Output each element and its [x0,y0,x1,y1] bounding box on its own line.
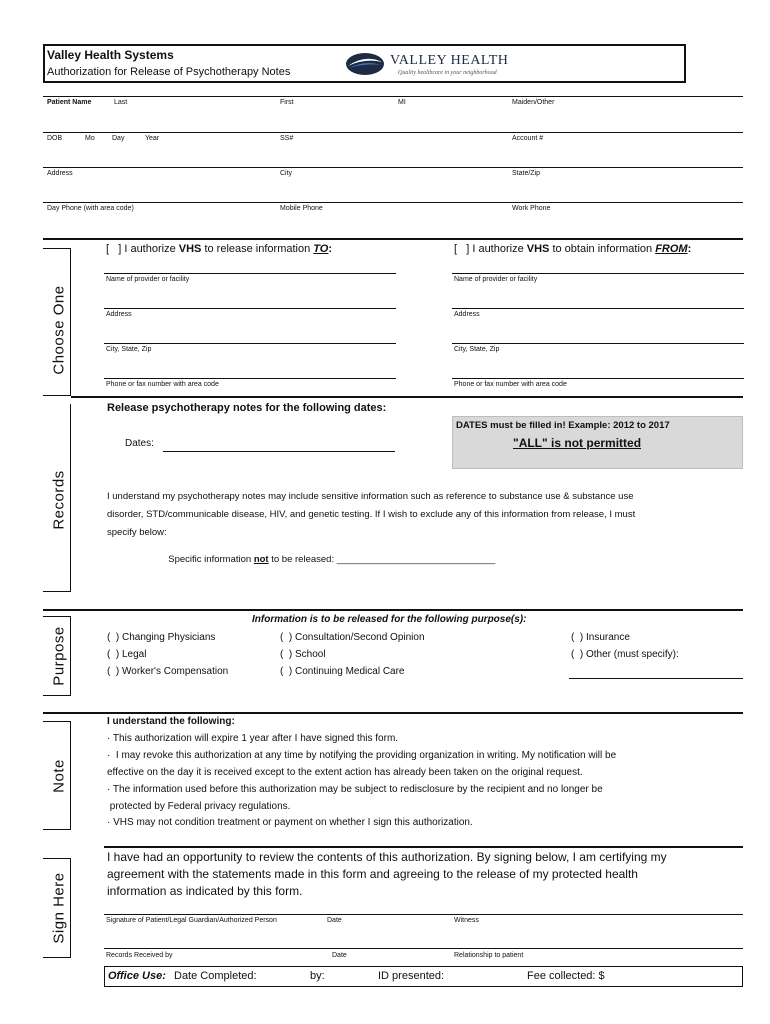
left-address-line[interactable] [104,308,396,309]
records-top-rule [71,396,743,398]
purpose-heading: Information is to be released for the following purpose(s): [252,614,527,625]
specific-info-line[interactable] [163,543,495,565]
witness-label: Witness [454,917,479,924]
note-heading: I understand the following: [107,716,235,727]
release-to: TO [313,243,329,255]
last-name-label: Last [114,99,128,106]
purpose-top-rule [43,609,743,611]
left-provider-line[interactable] [104,273,396,274]
received-date-label: Date [332,952,347,959]
purpose-continuing-care[interactable]: ( ) Continuing Medical Care [280,666,405,677]
choose-top-rule [43,238,743,240]
day-phone-label: Day Phone (with area code) [47,205,134,212]
records-received-line[interactable] [104,948,743,949]
note-label: Note [50,759,68,793]
month-label: Mo [85,135,95,142]
purpose-other-line[interactable] [569,678,743,679]
mi-label: MI [398,99,406,106]
signature-line[interactable] [104,914,743,915]
note-line-4: · The information used before this authorization may be subject to redisclosure by the recipient and no longer be [107,784,603,795]
note-line-1: · This authorization will expire 1 year after I have signed this form. [107,733,399,744]
obtain-vhs: VHS [526,243,550,255]
purpose-legal[interactable]: ( ) Legal [107,649,147,660]
dates-warning-line2: "ALL" is not permitted [513,436,642,450]
form-title: Authorization for Release of Psychotherapy Notes [47,66,291,78]
right-city-label: City, State, Zip [454,346,500,353]
note-top-rule [43,712,743,714]
purpose-other[interactable]: ( ) Other (must specify): [571,649,679,660]
top-rule [43,96,743,97]
note-line-5: protected by Federal privacy regulations. [107,801,291,812]
obtain-colon: : [687,243,692,255]
left-address-label: Address [106,311,132,318]
sign-here-label: Sign Here [50,872,68,944]
choose-bracket-top [43,248,71,249]
id-presented-label: ID presented: [378,970,445,982]
obtain-from: FROM [655,243,688,255]
specific-not: not [253,554,269,565]
purpose-consultation[interactable]: ( ) Consultation/Second Opinion [280,632,425,643]
release-colon: : [328,243,333,255]
purpose-insurance[interactable]: ( ) Insurance [571,632,630,643]
release-to-option[interactable] [106,243,332,255]
obtain-from-option[interactable] [454,243,691,255]
state-zip-label: State/Zip [512,170,541,177]
sign-para-line2: agreement with the statements made in this form and agreeing to the release of my protected health [107,867,638,881]
dob-label: DOB [47,135,63,142]
row-rule-3 [43,202,743,203]
maiden-label: Maiden/Other [512,99,555,106]
records-paragraph-line2: disorder, STD/communicable disease, HIV, and genetic testing. If I wish to exclude any of this information from release, I must [107,509,636,520]
right-address-line[interactable] [452,308,744,309]
records-paragraph-line1: I understand my psychotherapy notes may include sensitive information such as reference to substance use & substance use [107,491,634,502]
left-phone-label: Phone or fax number with area code [106,381,219,388]
year-label: Year [145,135,160,142]
sign-top-rule [104,846,743,848]
release-prefix: [ ] I authorize [106,243,179,255]
office-use-label: Office Use: [108,970,166,982]
right-phone-label: Phone or fax number with area code [454,381,567,388]
purpose-changing-physicians[interactable]: ( ) Changing Physicians [107,632,216,643]
signature-date-label: Date [327,917,342,924]
release-vhs: VHS [178,243,202,255]
row-rule-1 [43,132,743,133]
right-provider-line[interactable] [452,273,744,274]
choose-one-label: Choose One [50,285,68,375]
specific-prefix: Specific information [168,554,254,565]
signature-label: Signature of Patient/Legal Guardian/Authorized Person [106,917,277,924]
relationship-label: Relationship to patient [454,952,524,959]
purpose-school[interactable]: ( ) School [280,649,326,660]
left-phone-line[interactable] [104,378,396,379]
release-mid: to release information [201,243,314,255]
left-provider-label: Name of provider or facility [106,276,190,283]
dates-label: Dates: [125,438,154,449]
right-city-line[interactable] [452,343,744,344]
records-label: Records [50,470,68,530]
first-name-label: First [280,99,294,106]
dates-warning-line1: DATES must be filled in! Example: 2012 to 2017 [456,420,670,431]
logo-tagline: Quality healthcare in your neighborhood [398,70,497,76]
right-address-label: Address [454,311,480,318]
valley-health-logo-icon [345,52,385,76]
org-name: Valley Health Systems [47,48,174,62]
obtain-mid: to obtain information [549,243,656,255]
mobile-phone-label: Mobile Phone [280,205,323,212]
date-completed-label: Date Completed: [174,970,257,982]
right-provider-label: Name of provider or facility [454,276,538,283]
logo-text: VALLEY HEALTH [390,53,509,68]
sign-para-line3: information as indicated by this form. [107,884,303,898]
obtain-prefix: [ ] I authorize [454,243,527,255]
note-line-2: · I may revoke this authorization at any time by notifying the providing organization in writing. My notification will be [107,750,617,761]
by-label: by: [310,970,325,982]
records-paragraph-line3: specify below: [107,527,167,538]
note-line-6: · VHS may not condition treatment or payment on whether I sign this authorization. [107,817,473,828]
specific-suffix: to be released: ______________________________ [268,554,496,565]
city-label: City [280,170,293,177]
dates-input-line[interactable] [163,451,395,452]
day-label: Day [112,135,125,142]
right-phone-line[interactable] [452,378,744,379]
purpose-label: Purpose [50,626,68,686]
note-line-3: effective on the day it is received except to the extent action has already been taken on the original request. [107,767,583,778]
address-label: Address [47,170,73,177]
row-rule-2 [43,167,743,168]
work-phone-label: Work Phone [512,205,551,212]
sign-para-line1: I have had an opportunity to review the contents of this authorization. By signing below, I am certifying my [107,850,667,864]
records-heading: Release psychotherapy notes for the following dates: [107,402,387,414]
ssn-label: SS# [280,135,294,142]
account-label: Account # [512,135,544,142]
left-city-line[interactable] [104,343,396,344]
records-received-label: Records Received by [106,952,173,959]
purpose-workers-comp[interactable]: ( ) Worker's Compensation [107,666,229,677]
fee-collected-label: Fee collected: $ [527,970,605,982]
patient-name-label: Patient Name [47,99,92,106]
left-city-label: City, State, Zip [106,346,152,353]
